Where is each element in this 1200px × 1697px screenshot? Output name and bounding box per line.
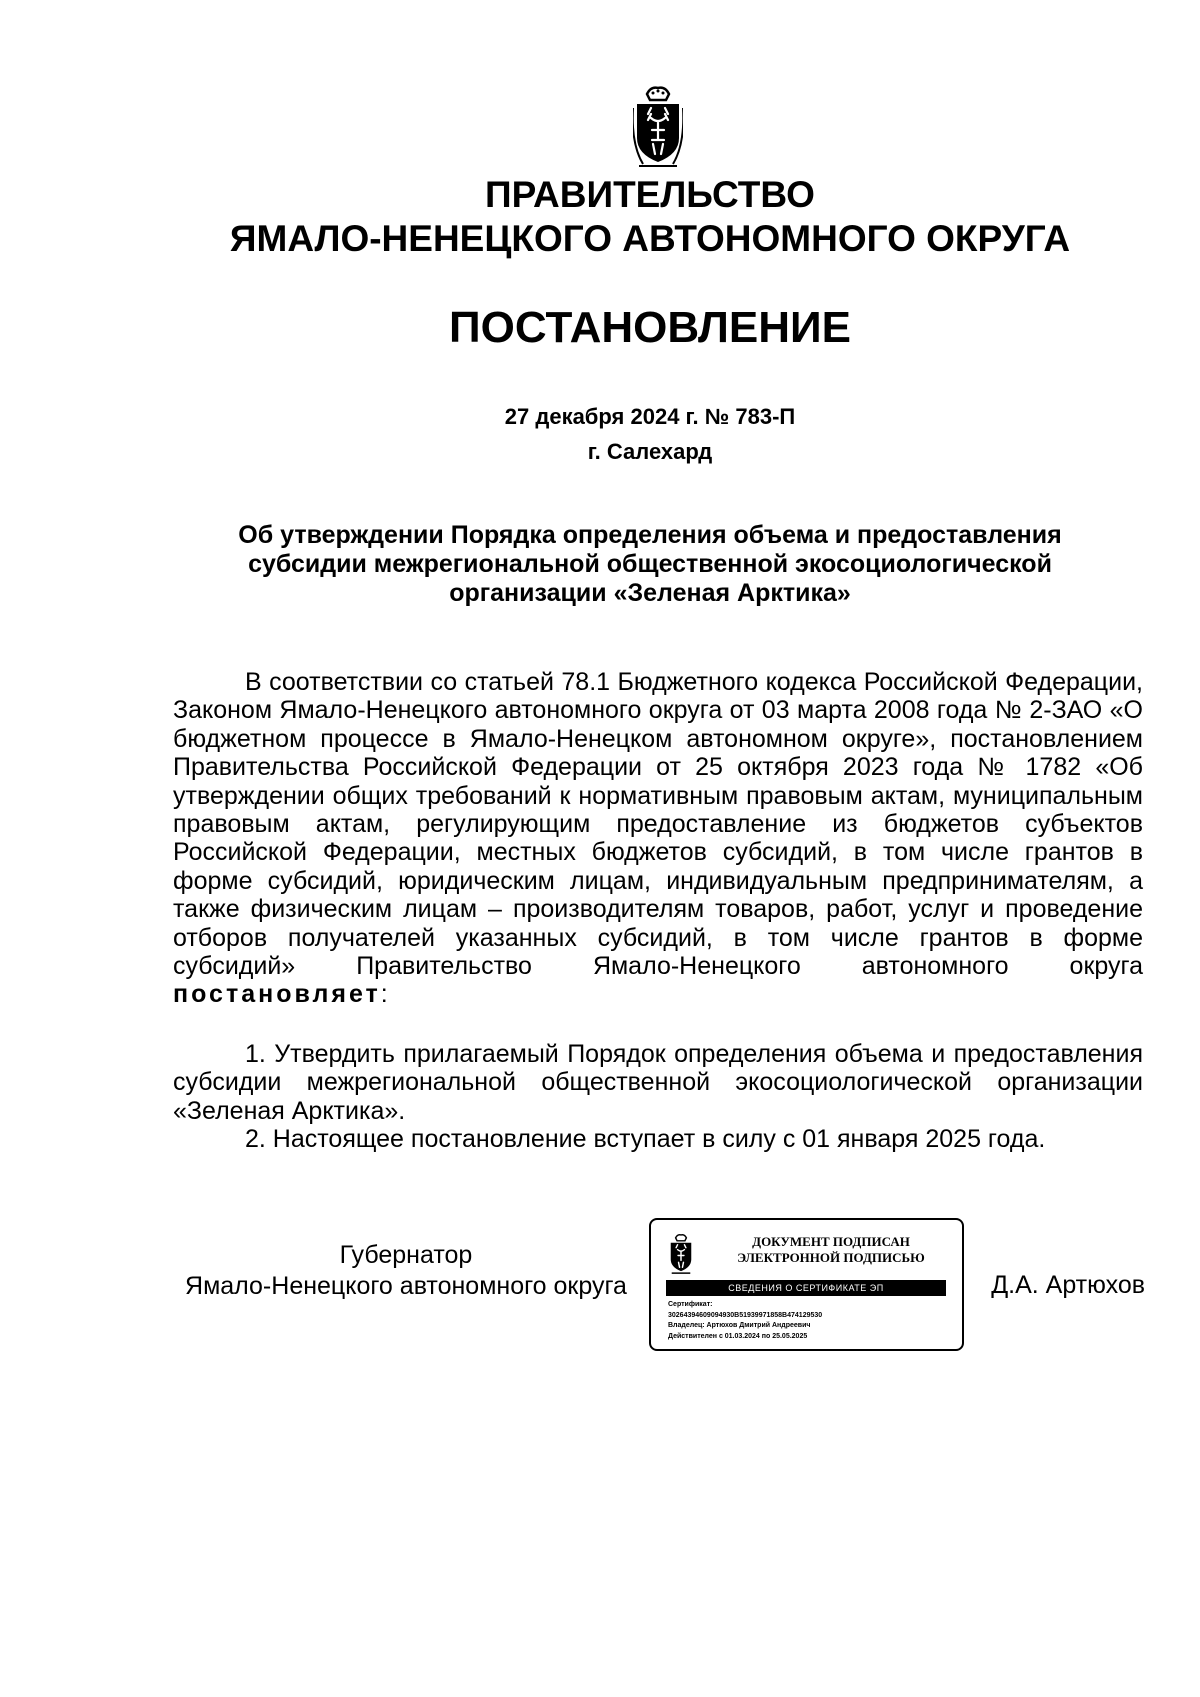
city: г. Салехард bbox=[587, 439, 713, 464]
electronic-signature-stamp bbox=[649, 1218, 964, 1351]
certificate-number: 30264394609094930B51939971858B474129530 bbox=[668, 1311, 823, 1319]
coat-of-arms-icon bbox=[633, 84, 683, 174]
signatory-title-line2: Ямало-Ненецкого автономного округа bbox=[185, 1272, 627, 1300]
preamble-text: В соответствии со статьей 78.1 Бюджетного кодекса Российской Федерации, Законом Ямало-Ненецкого автономного округа от 03 марта 2008 года № 2-ЗАО «О бюджетном процессе в Ямало-Ненецком автономном округе», постановлением Правительства Российской Федерации от 25 октября 2023 года № 1782 «Об утверждении общих требований к нормативным правовым актам, муниципальным правовым актам, регулирующим предоставление из бюджетов субъектов Российской Федерации, местных бюджетов субсидий, в том числе грантов в форме субсидий, юридическим лицам, индивидуальным предпринимателям, а также физическим лицам – производителям товаров, работ, услуг и проведение отборов получателей указанных субсидий, в том числе грантов в форме субсидий» Правительство Ямало-Ненецкого автономного округа bbox=[173, 668, 1143, 981]
certificate-owner: Владелец: Артюхов Дмитрий Андреевич bbox=[668, 1322, 811, 1329]
resolution-item-1: 1. Утвердить прилагаемый Порядок определения объема и предоставления субсидии межрегиональной общественной экосоциологической организации «Зеленая Арктика». bbox=[173, 1040, 1143, 1125]
resolves-colon: : bbox=[380, 980, 388, 1009]
certificate-validity: Действителен с 01.03.2024 по 25.05.2025 bbox=[668, 1332, 808, 1340]
certificate-details bbox=[668, 1300, 953, 1342]
date-number: 27 декабря 2024 г. № 783-П bbox=[504, 404, 796, 429]
document-type: ПОСТАНОВЛЕНИЕ bbox=[448, 303, 852, 352]
org-name-line1: ПРАВИТЕЛЬСТВО bbox=[485, 174, 815, 215]
signatory-title bbox=[173, 1240, 639, 1302]
resolution-item-2: 2. Настоящее постановление вступает в силу с 01 января 2025 года. bbox=[245, 1125, 1046, 1153]
certificate-label: Сертификат: bbox=[668, 1301, 713, 1308]
org-name-line2: ЯМАЛО-НЕНЕЦКОГО АВТОНОМНОГО ОКРУГА bbox=[229, 218, 1071, 259]
certificate-header-bar: СВЕДЕНИЯ О СЕРТИФИКАТЕ ЭП bbox=[666, 1280, 946, 1296]
stamp-title-line2: ЭЛЕКТРОННОЙ ПОДПИСЬЮ bbox=[737, 1250, 925, 1265]
stamp-title-line1: ДОКУМЕНТ ПОДПИСАН bbox=[752, 1234, 910, 1249]
stamp-coat-of-arms-icon bbox=[668, 1233, 694, 1277]
signatory-title-line1: Губернатор bbox=[339, 1241, 473, 1269]
stamp-title bbox=[711, 1234, 951, 1266]
signatory-name: Д.А. Артюхов bbox=[991, 1271, 1145, 1299]
resolves-word: постановляет bbox=[173, 980, 381, 1009]
document-subject: Об утверждении Порядка определения объема и предоставления субсидии межрегиональной общественной экосоциологической организации «Зеленая Арктика» bbox=[238, 521, 1062, 607]
preamble-paragraph bbox=[173, 668, 1143, 1009]
